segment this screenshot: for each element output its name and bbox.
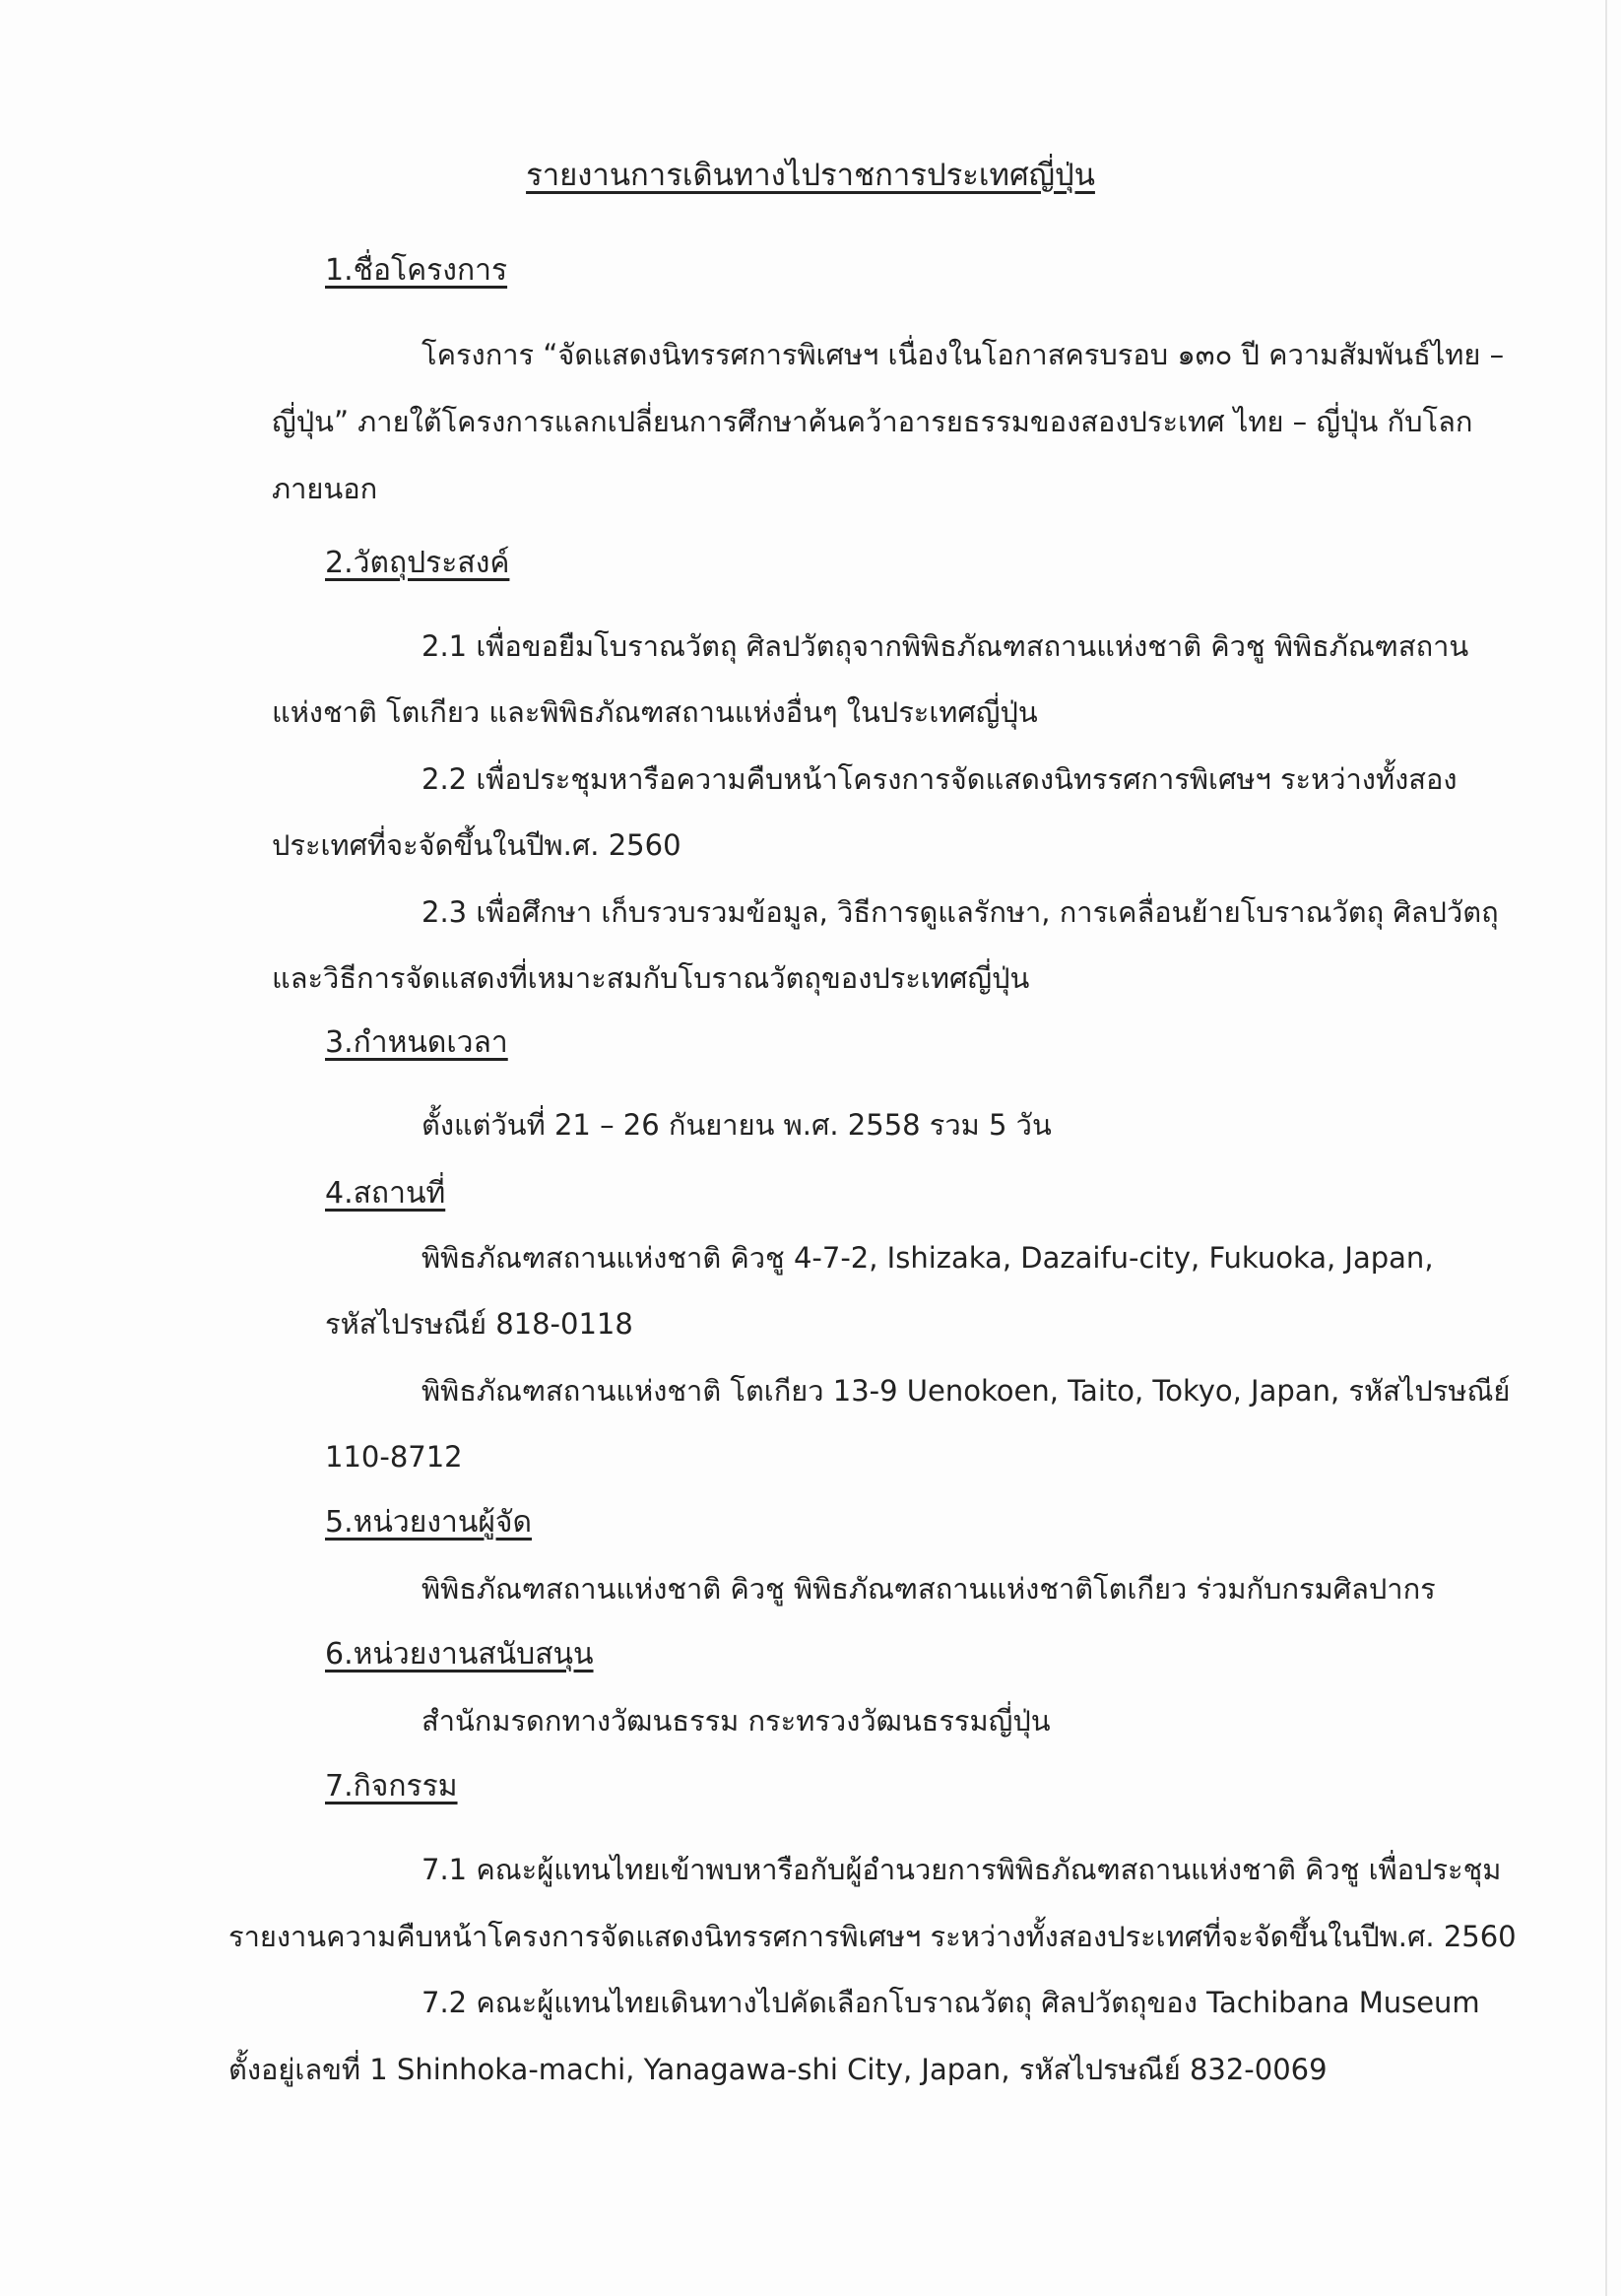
- paragraph-line: 2.3 เพื่อศึกษา เก็บรวบรวมข้อมูล, วิธีการดูแลรักษา, การเคลื่อนย้ายโบราณวัตถุ ศิลปวัตถุ: [421, 895, 1499, 929]
- paragraph-line: พิพิธภัณฑสถานแห่งชาติ คิวชู พิพิธภัณฑสถานแห่งชาติโตเกียว ร่วมกับกรมศิลปากร: [421, 1572, 1436, 1606]
- paragraph-line: โครงการ “จัดแสดงนิทรรศการพิเศษฯ เนื่องในโอกาสครบรอบ ๑๓๐ ปี ความสัมพันธ์ไทย –: [421, 338, 1505, 371]
- paragraph-line: 7.1 คณะผู้แทนไทยเข้าพบหารือกับผู้อำนวยการพิพิธภัณฑสถานแห่งชาติ คิวชู เพื่อประชุม: [421, 1853, 1502, 1886]
- paragraph-line: พิพิธภัณฑสถานแห่งชาติ โตเกียว 13-9 Uenokoen, Taito, Tokyo, Japan, รหัสไปรษณีย์: [421, 1374, 1511, 1408]
- paragraph-line: และวิธีการจัดแสดงที่เหมาะสมกับโบราณวัตถุของประเทศญี่ปุ่น: [272, 961, 1030, 995]
- section-heading-project: 1.ชื่อโครงการ: [325, 253, 508, 288]
- paragraph-line: ตั้งอยู่เลขที่ 1 Shinhoka-machi, Yanagawa-shi City, Japan, รหัสไปรษณีย์ 832-0069: [228, 2053, 1328, 2086]
- paragraph-line: พิพิธภัณฑสถานแห่งชาติ คิวชู 4-7-2, Ishizaka, Dazaifu-city, Fukuoka, Japan,: [421, 1241, 1434, 1275]
- paragraph-line: 2.2 เพื่อประชุมหารือความคืบหน้าโครงการจัดแสดงนิทรรศการพิเศษฯ ระหว่างทั้งสอง: [421, 762, 1458, 796]
- paragraph-line: 110-8712: [325, 1440, 463, 1474]
- paragraph-line: ตั้งแต่วันที่ 21 – 26 กันยายน พ.ศ. 2558 รวม 5 วัน: [421, 1108, 1052, 1142]
- paragraph-line: แห่งชาติ โตเกียว และพิพิธภัณฑสถานแห่งอื่นๆ ในประเทศญี่ปุ่น: [272, 695, 1038, 729]
- paragraph-line: รายงานความคืบหน้าโครงการจัดแสดงนิทรรศการพิเศษฯ ระหว่างทั้งสองประเทศที่จะจัดขึ้นในปีพ.ศ. 2560: [228, 1920, 1517, 1953]
- section-heading-schedule: 3.กำหนดเวลา: [325, 1025, 508, 1060]
- paragraph-line: ญี่ปุ่น” ภายใต้โครงการแลกเปลี่ยนการศึกษาค้นคว้าอารยธรรมของสองประเทศ ไทย – ญี่ปุ่น กับโลก: [272, 405, 1473, 438]
- paragraph-line: 7.2 คณะผู้แทนไทยเดินทางไปคัดเลือกโบราณวัตถุ ศิลปวัตถุของ Tachibana Museum: [421, 1986, 1480, 2019]
- section-heading-activities: 7.กิจกรรม: [325, 1769, 458, 1804]
- document-title: รายงานการเดินทางไปราชการประเทศญี่ปุ่น: [526, 158, 1095, 193]
- paragraph-line: 2.1 เพื่อขอยืมโบราณวัตถุ ศิลปวัตถุจากพิพิธภัณฑสถานแห่งชาติ คิวชู พิพิธภัณฑสถาน: [421, 629, 1469, 663]
- section-heading-supporter: 6.หน่วยงานสนับสนุน: [325, 1637, 594, 1672]
- section-heading-organizer: 5.หน่วยงานผู้จัด: [325, 1505, 532, 1540]
- section-heading-venue: 4.สถานที่: [325, 1176, 446, 1211]
- scan-edge-line: [1605, 0, 1607, 2296]
- paragraph-line: รหัสไปรษณีย์ 818-0118: [325, 1307, 633, 1341]
- section-heading-objectives: 2.วัตถุประสงค์: [325, 546, 510, 580]
- paragraph-line: ประเทศที่จะจัดขึ้นในปีพ.ศ. 2560: [272, 828, 681, 862]
- paragraph-line: สำนักมรดกทางวัฒนธรรม กระทรวงวัฒนธรรมญี่ปุ่น: [421, 1704, 1051, 1738]
- paragraph-line: ภายนอก: [272, 472, 378, 505]
